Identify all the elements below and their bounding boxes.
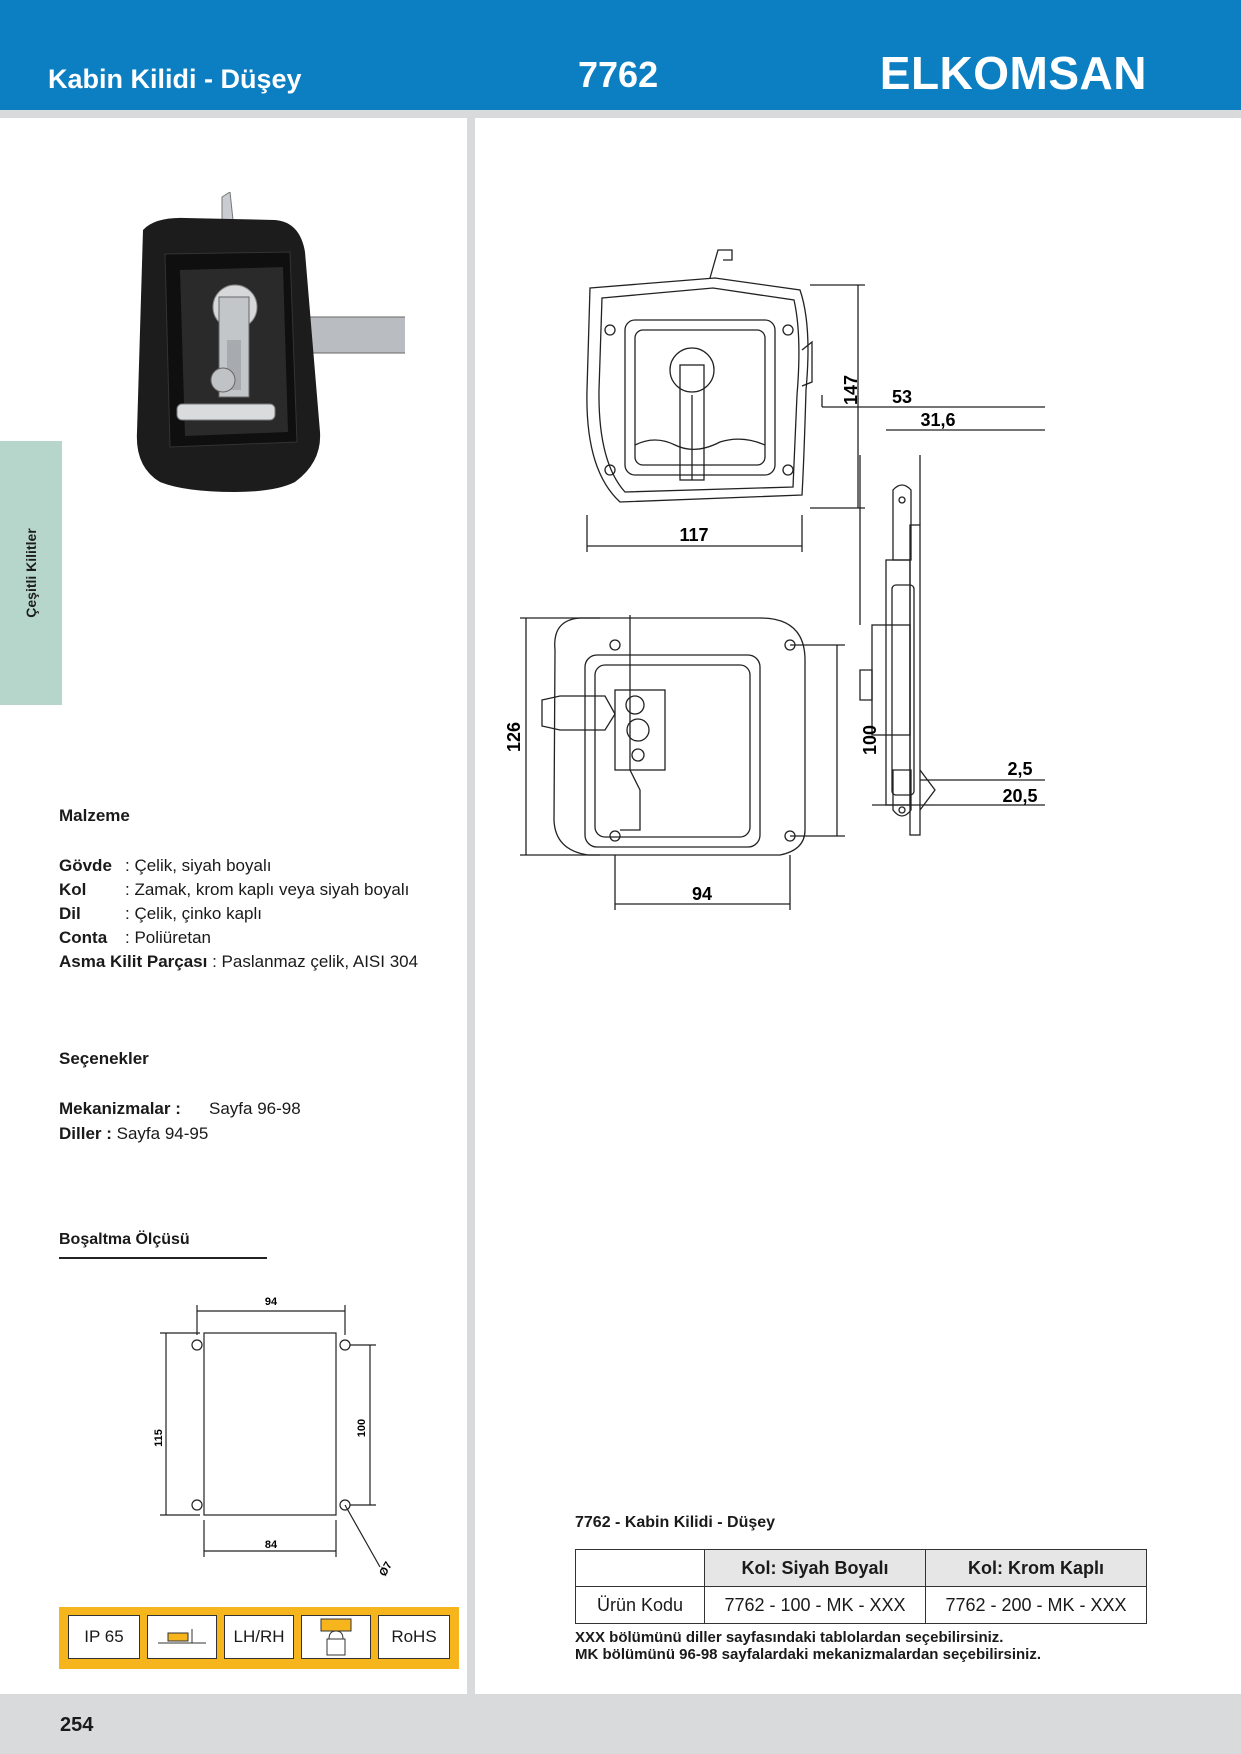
column-divider	[467, 118, 475, 1694]
cutout-drawing	[140, 1285, 400, 1595]
spec-row	[59, 952, 418, 972]
dim-front-width: 117	[679, 525, 709, 545]
option-label: Mekanizmalar :	[59, 1099, 181, 1118]
dim-side-total: 20,5	[1002, 786, 1038, 806]
spec-value: : Poliüretan	[125, 928, 211, 947]
cutout-dim-left: 115	[153, 1429, 165, 1447]
spec-label: Asma Kilit Parçası	[59, 952, 208, 971]
dim-back-width: 94	[691, 884, 713, 904]
spec-value: : Paslanmaz çelik, AISI 304	[212, 952, 419, 971]
table-title: 7762 - Kabin Kilidi - Düşey	[575, 1514, 776, 1531]
product-title: Kabin Kilidi - Düşey	[48, 64, 302, 94]
dim-side-flange: 2,5	[1007, 759, 1033, 779]
options-heading: Seçenekler	[59, 1049, 149, 1068]
cutout-heading-underline	[59, 1257, 267, 1259]
specs-heading: Malzeme	[59, 806, 130, 825]
option-label: Diller :	[59, 1124, 112, 1143]
spec-row	[59, 856, 271, 876]
note-line: XXX bölümünü diller sayfasındaki tablolardan seçebilirsiniz.	[575, 1629, 1004, 1646]
dim-side-inner-depth: 31,6	[920, 410, 956, 430]
table-cell: 7762 - 100 - MK - XXX	[705, 1587, 926, 1624]
option-row	[59, 1099, 301, 1119]
spec-label: Gövde	[59, 856, 112, 875]
option-value: Sayfa 94-95	[116, 1124, 209, 1143]
cutout-heading: Boşaltma Ölçüsü	[59, 1231, 190, 1248]
spec-row	[59, 904, 262, 924]
table-cell: 7762 - 200 - MK - XXX	[926, 1587, 1147, 1624]
product-code: 7762	[578, 54, 659, 95]
section-tab[interactable]	[0, 441, 62, 705]
dim-side-depth: 53	[891, 387, 913, 407]
table-row	[576, 1587, 1147, 1624]
rohs-badge: RoHS	[378, 1615, 450, 1659]
spec-row	[59, 880, 409, 900]
page-footer	[0, 1694, 1241, 1754]
table-header-cell	[576, 1550, 705, 1587]
brand-logo: ELKOMSAN	[879, 47, 1147, 99]
technical-drawing	[480, 230, 1180, 1030]
product-code-table	[575, 1549, 1147, 1624]
padlock-icon	[301, 1615, 371, 1659]
spec-label: Kol	[59, 880, 87, 899]
spec-value: : Zamak, krom kaplı veya siyah boyalı	[125, 880, 410, 899]
option-value: Sayfa 96-98	[209, 1099, 301, 1118]
feature-icons	[59, 1607, 459, 1669]
spec-row	[59, 928, 211, 948]
spec-value: : Çelik, çinko kaplı	[125, 904, 262, 923]
header-divider	[0, 110, 1241, 118]
product-photo	[125, 192, 405, 537]
lh-rh-badge: LH/RH	[224, 1615, 294, 1659]
cutout-dim-hole: Ø7	[377, 1559, 395, 1579]
mounting-icon	[147, 1615, 217, 1659]
spec-value: : Çelik, siyah boyalı	[125, 856, 272, 875]
dim-back-height: 126	[504, 721, 524, 753]
spec-label: Dil	[59, 904, 81, 923]
cutout-dim-top: 94	[264, 1296, 278, 1308]
cutout-dim-right: 100	[356, 1418, 368, 1438]
option-row	[59, 1124, 208, 1144]
table-header-row	[576, 1550, 1147, 1587]
dim-front-height: 147	[841, 374, 861, 406]
page-header	[0, 0, 1241, 110]
section-tab-label: Çeşitli Kilitler	[23, 528, 39, 618]
table-header-cell: Kol: Siyah Boyalı	[705, 1550, 926, 1587]
table-header-cell: Kol: Krom Kaplı	[926, 1550, 1147, 1587]
ip65-badge: IP 65	[68, 1615, 140, 1659]
dim-back-inner-height: 100	[860, 724, 880, 756]
cutout-dim-bottom: 84	[264, 1539, 278, 1551]
note-line: MK bölümünü 96-98 sayfalardaki mekanizmalardan seçebilirsiniz.	[575, 1646, 1042, 1663]
page-number: 254	[60, 1714, 94, 1736]
spec-label: Conta	[59, 928, 108, 947]
table-notes	[575, 1629, 1041, 1663]
table-row-label: Ürün Kodu	[576, 1587, 705, 1624]
